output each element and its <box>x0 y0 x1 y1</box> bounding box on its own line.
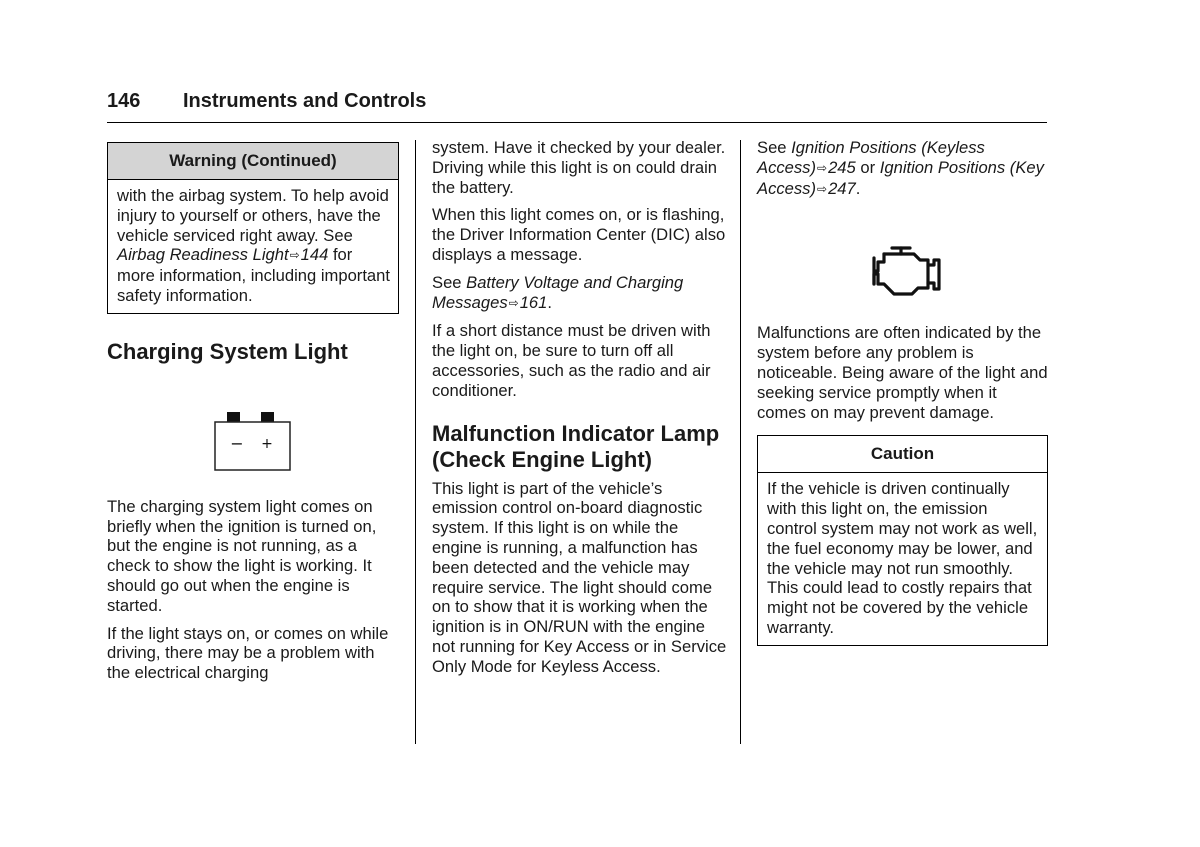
page-ref-161[interactable]: 161 <box>519 292 548 312</box>
caution-box-body: If the vehicle is driven continually with this light on, the emission control system may not work as well, the fuel economy may be lower, and the vehicle may not run smoothly. This could lead to costly repairs that might not be covered by the vehicle warranty. <box>767 479 1038 637</box>
battery-minus-sign: − <box>230 433 244 453</box>
charging-system-heading: Charging System Light <box>107 338 348 364</box>
warning-box <box>107 142 399 314</box>
section-title: Instruments and Controls <box>183 90 427 112</box>
malfunction-noticeable-para: Malfunctions are often indicated by the system before any problem is noticeable. Being aware of the light and seeking service promptly when it comes on may prevent damage. <box>757 323 1048 422</box>
warning-text-continued: for more information, including important safety information. <box>117 245 391 305</box>
charging-para-2: If the light stays on, or comes on while driving, there may be a problem with the electrical charging <box>107 623 389 683</box>
page-header <box>107 90 1047 123</box>
battery-icon <box>214 412 399 476</box>
battery-voltage-link[interactable]: Battery Voltage and Charging Messages <box>432 272 684 312</box>
page-ref-arrow-icon: ⇨ <box>817 160 828 175</box>
short-distance-para: If a short distance must be driven with the light on, be sure to turn off all accessories, such as the radio and air conditioner. <box>432 321 711 400</box>
page-number: 146 <box>107 90 141 112</box>
period: . <box>855 178 861 198</box>
warning-box-title: Warning (Continued) <box>108 143 398 180</box>
page-ref-245[interactable]: 245 <box>828 157 856 177</box>
caution-box <box>757 435 1048 645</box>
dic-para: When this light comes on, or is flashing, the Driver Information Center (DIC) also displays a message. <box>432 205 726 264</box>
check-engine-icon <box>864 245 1048 303</box>
caution-box-title: Caution <box>758 436 1047 473</box>
battery-plus-sign: + <box>261 435 273 452</box>
see-text: See <box>432 272 467 292</box>
charging-para-1: The charging system light comes on briefly when the ignition is turned on, but the engine is not running, as a check to show the light is working. It should go out when the engine is started. <box>107 496 377 615</box>
period: . <box>547 292 553 312</box>
page-ref-arrow-icon: ⇨ <box>817 181 828 196</box>
column-divider <box>740 140 741 744</box>
charging-para-3: system. Have it checked by your dealer. Driving while this light is on could drain the battery. <box>432 138 726 197</box>
page-ref-arrow-icon: ⇨ <box>289 248 300 263</box>
column-left <box>107 138 399 691</box>
page-ref-144[interactable]: 144 <box>300 245 329 265</box>
see-ignition-para <box>757 138 1048 199</box>
see-battery-para <box>432 273 728 314</box>
warning-text: with the airbag system. To help avoid injury to yourself or others, have the vehicle serviced right away. See <box>117 186 389 245</box>
or-text: or <box>855 157 880 177</box>
column-divider <box>415 140 416 744</box>
airbag-readiness-link[interactable]: Airbag Readiness Light <box>117 245 289 265</box>
malfunction-lamp-heading: Malfunction Indicator Lamp (Check Engine Light) <box>432 420 720 472</box>
page-ref-247[interactable]: 247 <box>828 178 856 198</box>
ignition-keyless-link[interactable]: Ignition Positions (Keyless Access) <box>757 138 985 177</box>
ignition-key-link[interactable]: Ignition Positions (Key Access) <box>757 157 1044 198</box>
column-middle <box>432 138 728 685</box>
see-text: See <box>757 138 792 157</box>
malfunction-para: This light is part of the vehicle’s emission control on-board diagnostic system. If this light is on while the engine is running, a malfunction has been detected and the vehicle may require service. The light should come on to show that it is working when the ignition is in ON/RUN with the engine not running for Key Access or in Service Only Mode for Keyless Access. <box>432 478 727 676</box>
column-right <box>757 138 1048 646</box>
warning-box-body <box>108 180 398 313</box>
page-ref-arrow-icon: ⇨ <box>508 295 519 310</box>
